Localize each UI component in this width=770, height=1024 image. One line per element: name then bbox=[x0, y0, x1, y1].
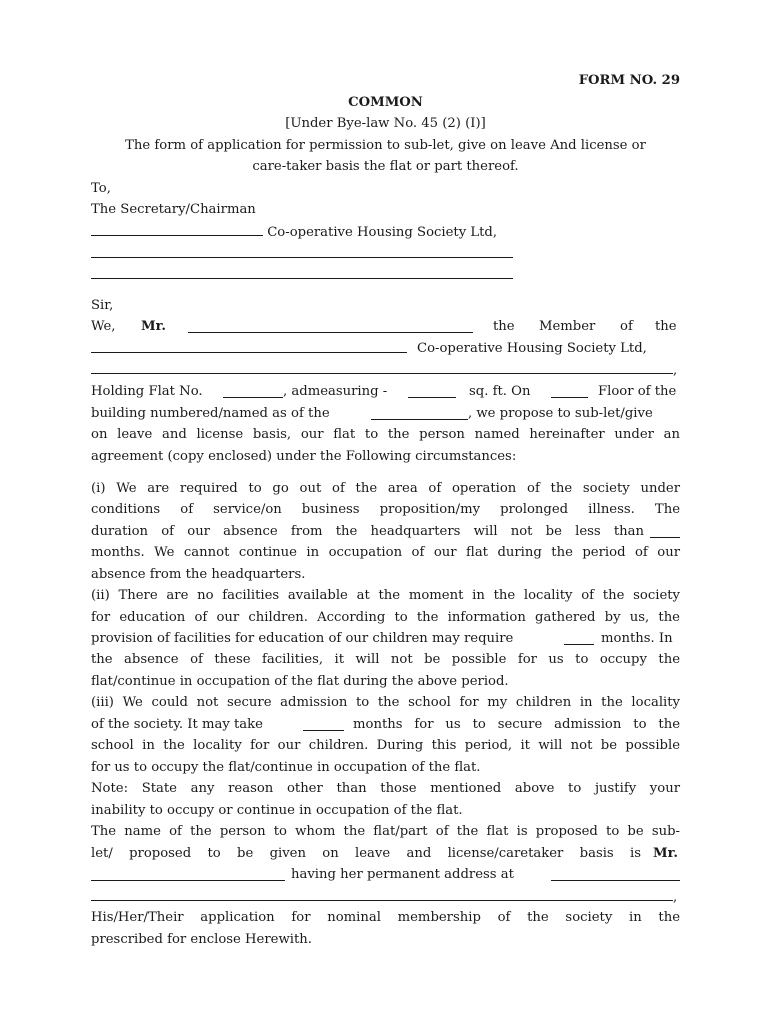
society-suffix-2: Co-operative Housing Society Ltd, bbox=[417, 341, 647, 356]
reason-1-line-2: conditions of service/on business proposition/my prolonged illness. The bbox=[91, 502, 680, 517]
intro-society-line bbox=[91, 340, 680, 358]
address-trailing-comma: , bbox=[673, 890, 678, 905]
building-line bbox=[91, 405, 680, 423]
purpose-line-2: care-taker basis the flat or part thereof. bbox=[252, 159, 519, 174]
intro-full-blank-line bbox=[91, 361, 680, 379]
permanent-address-blank[interactable] bbox=[551, 868, 680, 881]
person-basis-text: let/ proposed to be given on leave and license/caretaker basis is bbox=[91, 846, 641, 861]
reason-2-line-1: (ii) There are no facilities available at the moment in the locality of the society bbox=[91, 588, 680, 603]
reason-2-months-text: months. In bbox=[601, 631, 673, 646]
word-member: Member bbox=[539, 319, 596, 334]
reason-1-line-5: absence from the headquarters. bbox=[91, 567, 306, 582]
reason-3-line-1: (iii) We could not secure admission to the school for my children in the locality bbox=[91, 695, 680, 710]
member-name-blank[interactable] bbox=[188, 320, 473, 333]
reason-3-line-3: school in the locality for our children. During this period, it will not be possible bbox=[91, 738, 680, 753]
society-suffix: Co-operative Housing Society Ltd, bbox=[267, 225, 498, 240]
address-blank-line-1[interactable] bbox=[91, 257, 513, 258]
holding-line bbox=[91, 383, 680, 401]
mr-label: Mr. bbox=[141, 319, 166, 334]
holding-flat-label: Holding Flat No. bbox=[91, 384, 203, 399]
note-line-2: inability to occupy or continue in occupation of the flat. bbox=[91, 803, 463, 818]
person-line-2 bbox=[91, 845, 680, 863]
reason-2-line-2: for education of our children. According to the information gathered by us, the bbox=[91, 610, 680, 625]
flat-no-blank[interactable] bbox=[223, 385, 283, 398]
sqft-on-label: sq. ft. On bbox=[469, 384, 531, 399]
purpose-line-1: The form of application for permission to sub-let, give on leave And license or bbox=[125, 138, 646, 153]
salutation: Sir, bbox=[91, 298, 114, 313]
address-to: To, bbox=[91, 181, 111, 196]
reason-1-line-1: (i) We are required to go out of the area of operation of the society under bbox=[91, 481, 680, 496]
person-address-line bbox=[91, 888, 680, 906]
form-heading: COMMON bbox=[348, 95, 423, 110]
months-education-blank[interactable] bbox=[564, 632, 594, 645]
reason-1-line-3 bbox=[91, 523, 680, 541]
reason-2-line-3 bbox=[91, 630, 680, 648]
months-admission-blank[interactable] bbox=[303, 718, 344, 731]
we-label: We, bbox=[91, 319, 116, 334]
word-of: of bbox=[620, 319, 633, 334]
intro-line-we bbox=[91, 318, 680, 336]
society-name-blank[interactable] bbox=[91, 223, 263, 236]
area-blank[interactable] bbox=[408, 385, 456, 398]
society-blank-2[interactable] bbox=[91, 340, 407, 353]
address-secretary: The Secretary/Chairman bbox=[91, 202, 256, 217]
full-line-blank[interactable] bbox=[91, 361, 673, 374]
reason-2-require-text: provision of facilities for education of our children may require bbox=[91, 631, 514, 646]
word-the-2: the bbox=[655, 319, 677, 334]
bye-law-reference: [Under Bye-law No. 45 (2) (I)] bbox=[285, 116, 486, 131]
person-name-blank[interactable] bbox=[91, 868, 285, 881]
reason-1-duration-text: duration of our absence from the headquarters will not be less than bbox=[91, 524, 644, 539]
reason-3-line-4: for us to occupy the flat/continue in occupation of the flat. bbox=[91, 760, 481, 775]
admeasuring-label: , admeasuring - bbox=[283, 384, 388, 399]
reason-3-months-text: months for us to secure admission to the bbox=[353, 717, 680, 732]
person-line-3 bbox=[91, 866, 680, 884]
floor-blank[interactable] bbox=[551, 385, 588, 398]
person-mr-label: Mr. bbox=[653, 846, 678, 861]
agreement-line: agreement (copy enclosed) under the Following circumstances: bbox=[91, 449, 517, 464]
membership-line-2: prescribed for enclose Herewith. bbox=[91, 932, 312, 947]
reason-3-may-take-text: of the society. It may take bbox=[91, 717, 263, 732]
word-the-1: the bbox=[493, 319, 515, 334]
leave-license-line: on leave and license basis, our flat to the person named hereinafter under an bbox=[91, 427, 680, 442]
floor-of-the-label: Floor of the bbox=[598, 384, 677, 399]
membership-line-1: His/Her/Their application for nominal membership of the society in the bbox=[91, 910, 680, 925]
form-number: FORM NO. 29 bbox=[578, 73, 680, 88]
building-label: building numbered/named as of the bbox=[91, 406, 330, 421]
reason-1-line-4: months. We cannot continue in occupation of our flat during the period of our bbox=[91, 545, 680, 560]
person-line-1: The name of the person to whom the flat/part of the flat is proposed to be sub- bbox=[91, 824, 680, 839]
propose-label: , we propose to sub-let/give bbox=[468, 406, 653, 421]
address-full-blank[interactable] bbox=[91, 888, 673, 901]
trailing-comma: , bbox=[673, 363, 678, 378]
months-absence-blank[interactable] bbox=[650, 525, 680, 538]
address-society-line bbox=[91, 223, 680, 241]
permanent-address-label: having her permanent address at bbox=[291, 867, 514, 882]
reason-3-line-2 bbox=[91, 716, 680, 734]
building-blank[interactable] bbox=[371, 407, 468, 420]
note-line-1: Note: State any reason other than those mentioned above to justify your bbox=[91, 781, 680, 796]
reason-2-line-5: flat/continue in occupation of the flat during the above period. bbox=[91, 674, 509, 689]
address-blank-line-2[interactable] bbox=[91, 278, 513, 279]
reason-2-line-4: the absence of these facilities, it will not be possible for us to occupy the bbox=[91, 652, 680, 667]
